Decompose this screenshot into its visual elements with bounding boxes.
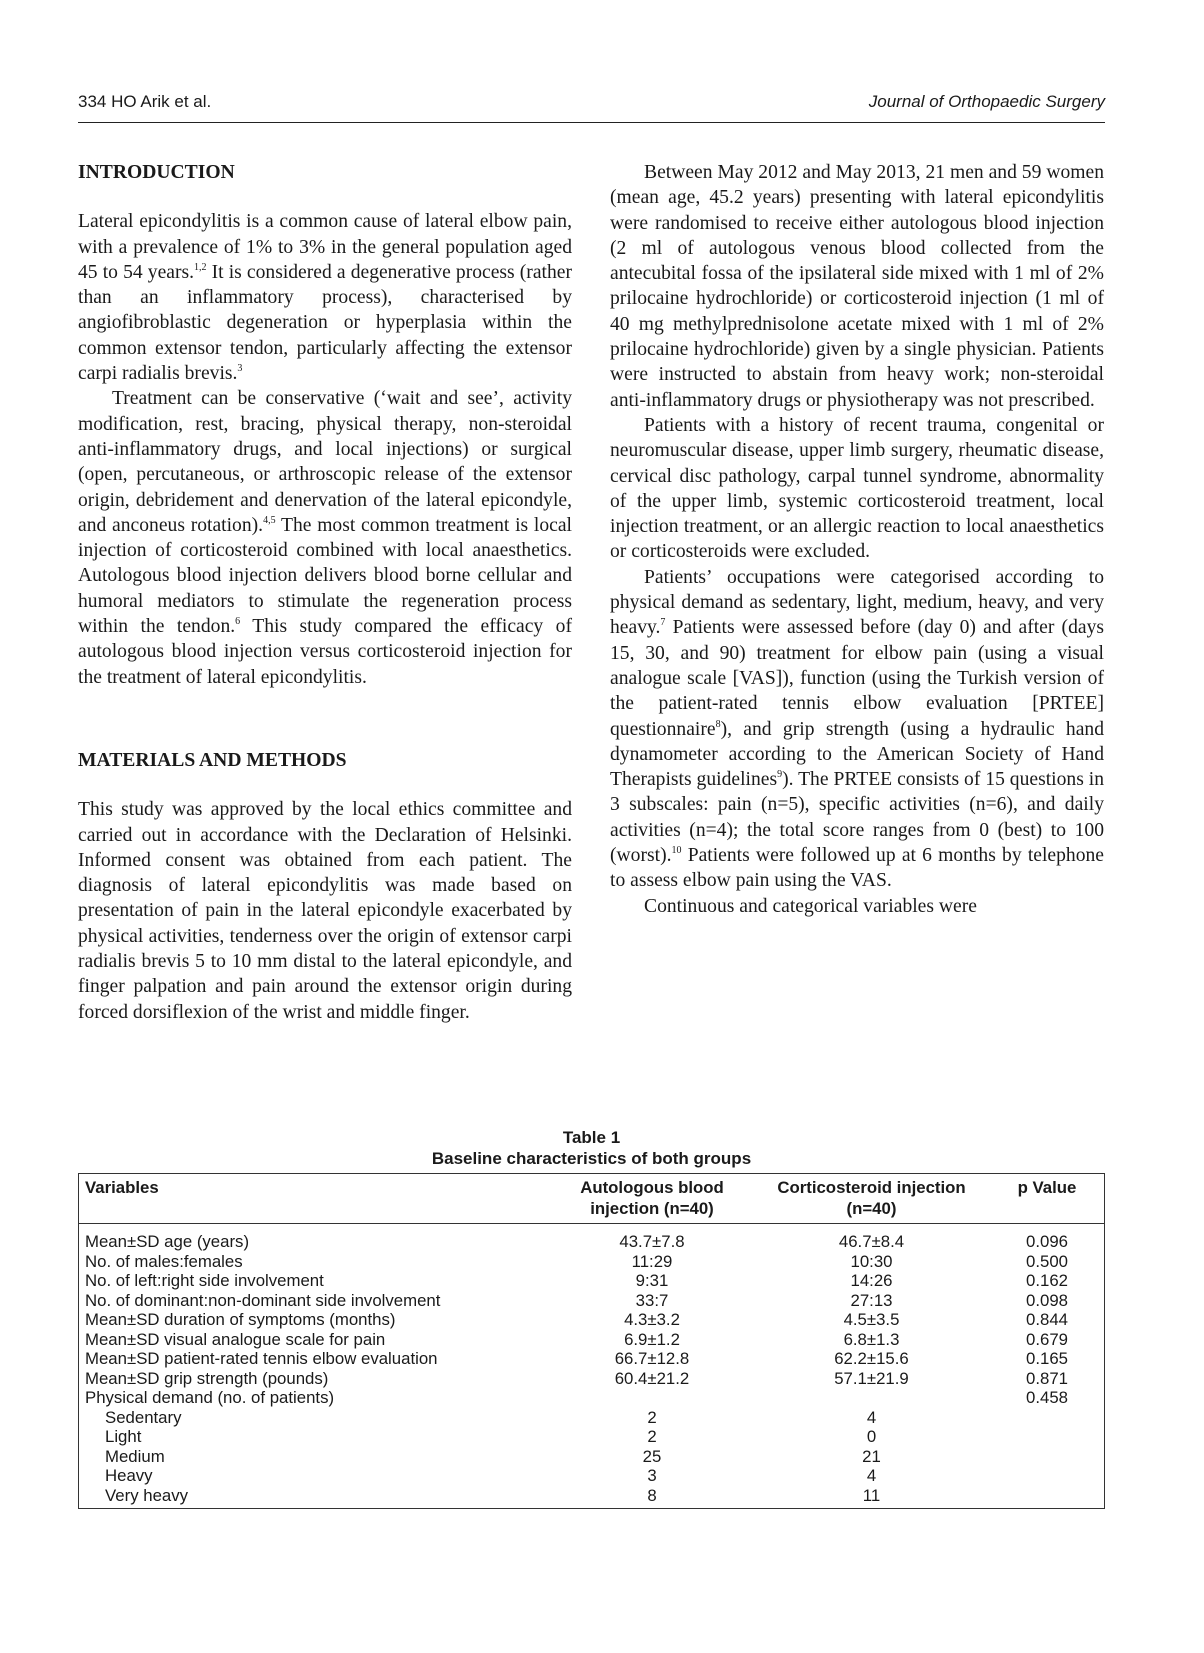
methods-paragraph-5: Continuous and categorical variables were xyxy=(644,895,977,917)
header-corticosteroid-injection xyxy=(753,1174,990,1224)
cell-corticosteroid: 10:30 xyxy=(850,1251,893,1271)
cell-p-value xyxy=(990,1427,1104,1447)
cell-p-value: 0.096 xyxy=(1026,1232,1068,1251)
header-p-value: p Value xyxy=(1017,1178,1077,1197)
header-variables: Variables xyxy=(85,1178,159,1197)
cell-p-value xyxy=(990,1466,1104,1486)
cell-blood-injection: 43.7±7.8 xyxy=(619,1232,685,1251)
cell-corticosteroid: 6.8±1.3 xyxy=(843,1329,900,1349)
cell-p-value xyxy=(990,1408,1104,1428)
table-row xyxy=(79,1330,1104,1350)
table-body xyxy=(79,1224,1104,1509)
cell-p-value: 0.458 xyxy=(1026,1388,1068,1407)
row-label: Medium xyxy=(105,1446,165,1466)
citation-ref: 6 xyxy=(235,616,241,628)
table-row xyxy=(79,1447,1104,1467)
cell-blood-injection: 66.7±12.8 xyxy=(614,1349,690,1368)
table-row xyxy=(79,1486,1104,1509)
table-row xyxy=(79,1291,1104,1311)
table-row xyxy=(79,1252,1104,1272)
methods-p4d: ). The PRTEE consists of 15 questions in 3 subscales: pain (n=5), specific activities (n=6), and daily activities (n=4); the total score ranges from 0 (best) to 100 (worst). xyxy=(610,769,1104,867)
cell-corticosteroid: 4 xyxy=(866,1407,877,1427)
row-label: Mean±SD grip strength (pounds) xyxy=(85,1368,329,1388)
header-blood-injection xyxy=(551,1174,753,1224)
right-column xyxy=(610,160,1104,919)
introduction-heading: INTRODUCTION xyxy=(78,162,235,183)
methods-p4e: Patients were followed up at 6 months by telephone to assess elbow pain using the VAS. xyxy=(610,845,1104,892)
table-row xyxy=(79,1271,1104,1291)
intro-p1a: Lateral epicondylitis is a common cause of lateral elbow pain, with a prevalence of 1% to 3% in the general population aged 45 to 54 years. xyxy=(78,211,572,283)
row-label: Mean±SD patient-rated tennis elbow evaluation xyxy=(85,1349,438,1368)
table-1 xyxy=(78,1127,1105,1509)
cell-corticosteroid: 4 xyxy=(866,1466,877,1485)
intro-paragraph-1 xyxy=(78,209,572,386)
citation-ref: 10 xyxy=(671,845,682,857)
row-label: Mean±SD visual analogue scale for pain xyxy=(85,1329,386,1349)
cell-corticosteroid: 62.2±15.6 xyxy=(834,1349,909,1368)
cell-blood-injection: 2 xyxy=(647,1427,657,1446)
methods-paragraph-3: Patients with a history of recent trauma, congenital or neuromuscular disease, upper limb surgery, rheumatic disease, cervical disc pathology, carpal tunnel syndrome, abnormality of the upper limb, systemic corticosteroid treatment, local injection treatment, or an allergic reaction to local anaesthetics or corticosteroids were excluded. xyxy=(610,414,1104,563)
cell-blood-injection: 9:31 xyxy=(635,1271,669,1290)
intro-p2b: The most common treatment is local injection of corticosteroid combined with local anaesthetics. Autologous blood injection delivers blood borne cellular and humoral mediators to stimulate the regeneration process within the tendon. xyxy=(78,514,573,638)
table-label: Table 1 xyxy=(562,1128,621,1147)
intro-p2a: Treatment can be conservative (‘wait and see’, activity modification, rest, bracing, physical therapy, non-steroidal anti-inflammatory drugs, and local injections) or surgical (open, percutaneous, or arthroscopic release of the extensor origin, debridement and denervation of the lateral epicondyle, and anconeus rotation). xyxy=(78,388,572,536)
methods-p4c: ), and grip strength (using a hydraulic hand dynamometer according to the American Society of Hand Therapists guidelines xyxy=(610,718,1104,791)
methods-paragraph-1: This study was approved by the local ethics committee and carried out in accordance with the Declaration of Helsinki. Informed consent was obtained from each patient. The diagnosis of lateral epicondylitis was made based on presentation of pain in the lateral epicondyle exacerbated by physical activities, tenderness over the origin of extensor carpi radialis brevis 5 to 10 mm distal to the lateral epicondyle, and finger palpation and pain around the extensor origin during forced dorsiflexion of the wrist and middle finger. xyxy=(78,799,572,1023)
header-journal-title: Journal of Orthopaedic Surgery xyxy=(868,92,1105,111)
citation-ref: 7 xyxy=(660,617,666,629)
table-row xyxy=(79,1310,1104,1330)
intro-p2c: This study compared the efficacy of autologous blood injection versus corticosteroid injection for the treatment of lateral epicondylitis. xyxy=(78,616,572,688)
cell-blood-injection: 25 xyxy=(642,1446,662,1466)
citation-ref: 9 xyxy=(777,769,783,781)
header-blood-line-2: injection (n=40) xyxy=(590,1199,714,1218)
table-row xyxy=(79,1427,1104,1447)
methods-paragraph-2: Between May 2012 and May 2013, 21 men and 59 women (mean age, 45.2 years) presenting with lateral epicondylitis were randomised to receive either autologous blood injection (2 ml of autologous venous blood collected from the antecubital fossa of the ipsilateral side mixed with 1 ml of 2% prilocaine hydrochloride) or corticosteroid injection (1 ml of 40 mg methylprednisolone acetate mixed with 1 ml of 2% prilocaine hydrochloride) given by a single physician. Patients were instructed to abstain from heavy work; non-steroidal anti-inflammatory drugs or physiotherapy was not prescribed. xyxy=(610,162,1104,411)
cell-blood-injection: 11:29 xyxy=(631,1251,673,1271)
cell-p-value: 0.679 xyxy=(1026,1329,1068,1349)
table-row xyxy=(79,1349,1104,1369)
row-label: Heavy xyxy=(105,1466,153,1485)
cell-p-value: 0.098 xyxy=(1026,1290,1068,1310)
table-row xyxy=(79,1466,1104,1486)
header-cort-line-1: Corticosteroid injection xyxy=(777,1178,966,1197)
methods-p4a: Patients’ occupations were categorised according to physical demand as sedentary, light, medium, heavy, and very heavy. xyxy=(610,566,1104,639)
table-title: Baseline characteristics of both groups xyxy=(431,1149,752,1168)
table-frame xyxy=(78,1173,1105,1509)
citation-ref: 3 xyxy=(237,363,243,375)
cell-blood-injection: 3 xyxy=(647,1466,657,1485)
header-blood-line-1: Autologous blood xyxy=(580,1178,724,1197)
cell-blood-injection: 6.9±1.2 xyxy=(624,1329,680,1349)
cell-p-value xyxy=(990,1486,1104,1509)
header-page-author: 334 HO Arik et al. xyxy=(78,92,212,111)
header-cort-line-2: (n=40) xyxy=(846,1199,897,1218)
methods-p4b: Patients were assessed before (day 0) and after (days 15, 30, and 90) treatment for elbow pain (using a visual analogue scale [VAS]), function (using the Turkish version of the patient-rated tennis elbow evaluation [PRTEE] questionnaire xyxy=(610,617,1104,740)
running-header xyxy=(78,92,1105,123)
cell-p-value: 0.165 xyxy=(1026,1349,1068,1368)
cell-corticosteroid: 14:26 xyxy=(850,1271,893,1290)
cell-corticosteroid: 4.5±3.5 xyxy=(843,1310,900,1329)
cell-p-value: 0.844 xyxy=(1026,1310,1068,1329)
cell-corticosteroid: 0 xyxy=(866,1427,877,1446)
intro-p1b: It is considered a degenerative process (rather than an inflammatory process), characterised by angiofibroblastic degeneration or hyperplasia within the common extensor tendon, particularly affecting the extensor carpi radialis brevis. xyxy=(78,261,572,385)
table-header-row xyxy=(79,1174,1104,1224)
cell-p-value xyxy=(990,1447,1104,1467)
citation-ref: 8 xyxy=(715,718,721,730)
row-label: Light xyxy=(105,1427,142,1446)
cell-corticosteroid xyxy=(753,1388,990,1408)
methods-heading: MATERIALS AND METHODS xyxy=(78,749,347,771)
row-label: No. of males:females xyxy=(85,1251,243,1271)
cell-p-value: 0.162 xyxy=(1026,1271,1068,1290)
intro-paragraph-2 xyxy=(78,386,572,690)
cell-blood-injection: 4.3±3.2 xyxy=(624,1310,680,1329)
baseline-table xyxy=(79,1174,1104,1508)
cell-blood-injection: 8 xyxy=(647,1485,657,1505)
cell-corticosteroid: 57.1±21.9 xyxy=(834,1368,909,1388)
row-label: Mean±SD duration of symptoms (months) xyxy=(85,1310,396,1329)
row-label: Very heavy xyxy=(105,1485,189,1505)
table-row xyxy=(79,1369,1104,1389)
row-label: No. of dominant:non-dominant side involvement xyxy=(85,1290,441,1310)
row-label: Physical demand (no. of patients) xyxy=(85,1388,335,1407)
left-column xyxy=(78,160,572,1025)
cell-blood-injection: 60.4±21.2 xyxy=(614,1368,690,1388)
table-row xyxy=(79,1408,1104,1428)
cell-blood-injection xyxy=(551,1388,753,1408)
cell-corticosteroid: 11 xyxy=(862,1485,881,1505)
table-row xyxy=(79,1388,1104,1408)
row-label: Mean±SD age (years) xyxy=(85,1232,250,1251)
cell-p-value: 0.500 xyxy=(1026,1251,1068,1271)
cell-corticosteroid: 46.7±8.4 xyxy=(838,1232,905,1251)
cell-corticosteroid: 27:13 xyxy=(850,1290,893,1310)
citation-ref: 1,2 xyxy=(194,261,207,273)
table-row xyxy=(79,1224,1104,1252)
cell-p-value: 0.871 xyxy=(1026,1368,1068,1388)
methods-paragraph-4 xyxy=(610,565,1104,894)
row-label: No. of left:right side involvement xyxy=(85,1271,324,1290)
cell-blood-injection: 2 xyxy=(647,1407,657,1427)
citation-ref: 4,5 xyxy=(263,514,276,526)
cell-blood-injection: 33:7 xyxy=(635,1290,669,1310)
cell-corticosteroid: 21 xyxy=(862,1446,881,1466)
row-label: Sedentary xyxy=(105,1407,182,1427)
